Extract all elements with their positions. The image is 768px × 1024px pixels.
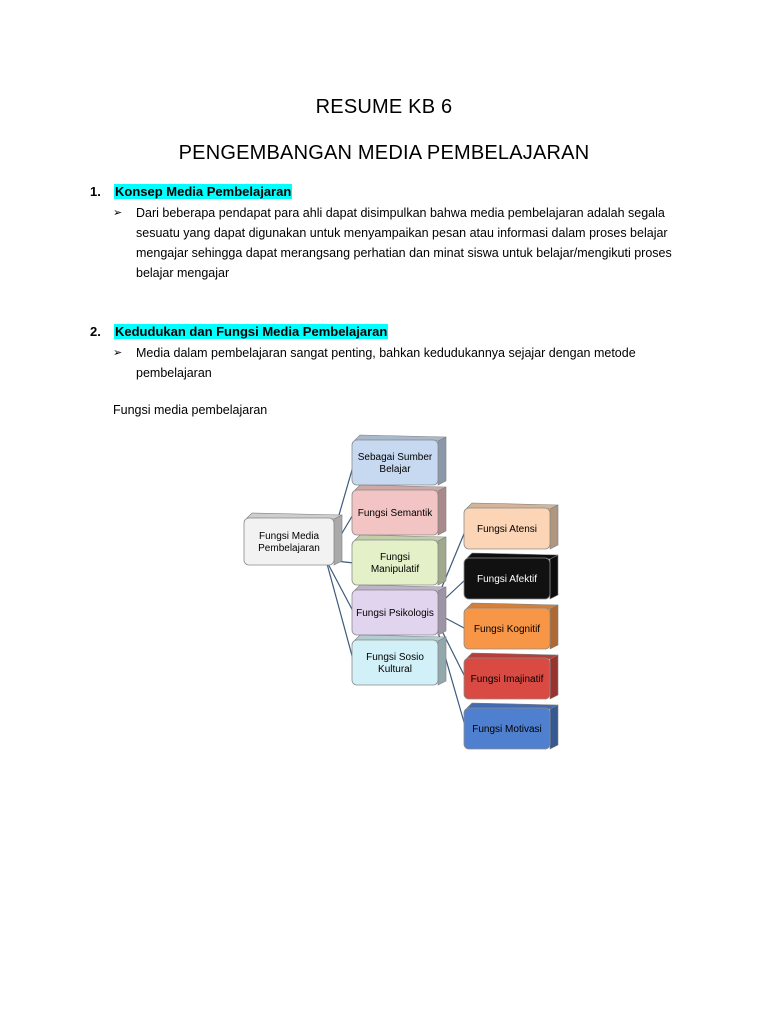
box-label: Fungsi Psikologis [356, 608, 434, 619]
box-label: Fungsi Media [258, 531, 320, 542]
level1-node-box [352, 435, 446, 485]
arrow-bullet-icon: ➢ [113, 207, 123, 219]
section-number: 2. [90, 324, 101, 339]
section-number: 1. [90, 184, 101, 199]
box-label: Fungsi Imajinatif [470, 674, 544, 685]
box-label: Pembelajaran [258, 543, 320, 554]
page-subtitle: PENGEMBANGAN MEDIA PEMBELAJARAN [178, 142, 590, 164]
level1-node-box [352, 535, 446, 585]
box-label: Fungsi Semantik [357, 508, 433, 519]
level2-node-box [464, 703, 558, 749]
box-label: Fungsi Atensi [476, 524, 538, 535]
level2-node-box [464, 503, 558, 549]
box-label: Fungsi Sosio [366, 652, 424, 663]
connector-line [326, 560, 354, 613]
box-label: Kultural [378, 664, 412, 675]
box-label: Fungsi Kognitif [473, 624, 541, 635]
bullet-text: Media dalam pembelajaran sangat penting, bahkan kedudukannya sejajar dengan metode pembelajaran [136, 346, 636, 380]
box-label: Manipulatif [370, 564, 420, 575]
level2-node-box [464, 603, 558, 649]
box-label: Fungsi Afektif [476, 574, 538, 585]
section-title: Konsep Media Pembelajaran [115, 184, 292, 199]
level1-node-box [352, 485, 446, 535]
connector-line [326, 560, 354, 663]
bullet-text: Dari beberapa pendapat para ahli dapat disimpulkan bahwa media pembelajaran adalah segala sesuatu yang dapat digunakan untuk menyampaikan pesan atau informasi dalam proses belajar mengajar sehingga dapat merangsang perhatian dan minat siswa untuk belajar/mengikuti proses belajar mengajar [136, 206, 672, 280]
box-label: Fungsi Motivasi [472, 724, 542, 735]
level1-node-box [352, 585, 446, 635]
level2-node-box [464, 653, 558, 699]
page-title: RESUME KB 6 [315, 96, 453, 118]
box-label: Fungsi [379, 552, 411, 563]
diagram-intro: Fungsi media pembelajaran [113, 403, 268, 417]
arrow-bullet-icon: ➢ [113, 347, 123, 359]
level1-node-box [352, 635, 446, 685]
section-title: Kedudukan dan Fungsi Media Pembelajaran [115, 324, 388, 339]
root-node-box [244, 513, 342, 565]
box-label: Belajar [379, 464, 411, 475]
box-label: Sebagai Sumber [357, 452, 433, 463]
level2-node-box [464, 553, 558, 599]
